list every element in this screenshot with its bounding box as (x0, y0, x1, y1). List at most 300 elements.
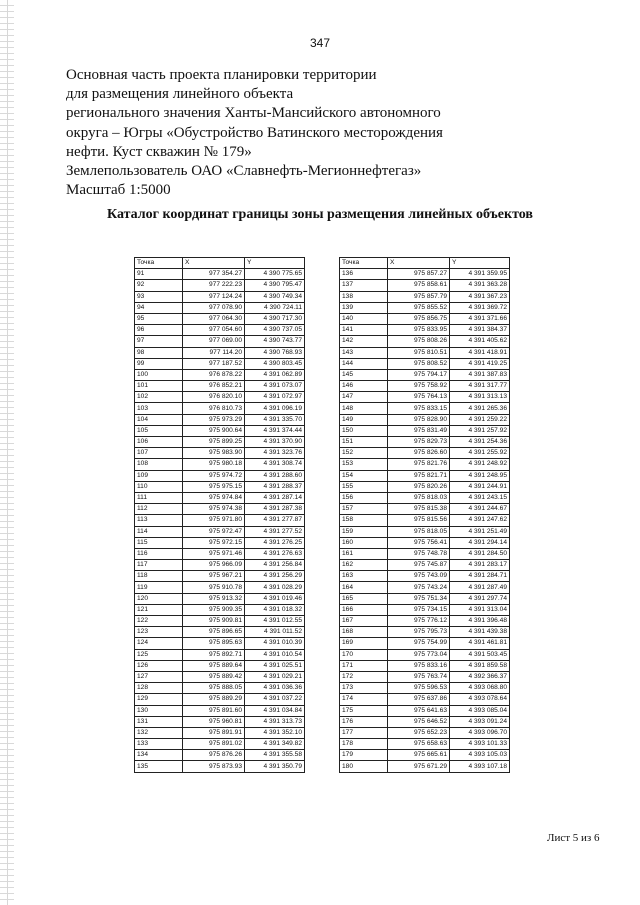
column-header-y: Y (450, 258, 510, 269)
table-row (135, 716, 305, 727)
x-cell: 975 909.35 (183, 604, 245, 615)
y-cell: 4 390 724.11 (245, 302, 305, 313)
point-cell: 136 (340, 269, 388, 280)
table-row (340, 537, 510, 548)
y-cell: 4 393 101.33 (450, 739, 510, 750)
x-cell: 975 641.63 (388, 705, 450, 716)
point-cell: 167 (340, 616, 388, 627)
y-cell: 4 393 068.80 (450, 683, 510, 694)
y-cell: 4 391 418.91 (450, 347, 510, 358)
sheet-info: Лист 5 из 6 (547, 832, 600, 844)
point-cell: 126 (135, 660, 183, 671)
table-row (340, 627, 510, 638)
point-cell: 112 (135, 504, 183, 515)
x-cell: 975 652.23 (388, 727, 450, 738)
table-row (135, 414, 305, 425)
point-cell: 171 (340, 660, 388, 671)
table-row (135, 425, 305, 436)
y-cell: 4 391 012.55 (245, 616, 305, 627)
point-cell: 139 (340, 302, 388, 313)
point-cell: 91 (135, 269, 183, 280)
x-cell: 975 810.51 (388, 347, 450, 358)
y-cell: 4 391 352.10 (245, 727, 305, 738)
table-row (135, 604, 305, 615)
x-cell: 975 637.86 (388, 694, 450, 705)
point-cell: 180 (340, 761, 388, 772)
x-cell: 975 891.02 (183, 739, 245, 750)
point-cell: 116 (135, 548, 183, 559)
table-row (340, 526, 510, 537)
y-cell: 4 391 335.70 (245, 414, 305, 425)
y-cell: 4 391 243.15 (450, 492, 510, 503)
x-cell: 975 972.47 (183, 526, 245, 537)
y-cell: 4 391 247.62 (450, 515, 510, 526)
x-cell: 975 596.53 (388, 683, 450, 694)
x-cell: 975 891.60 (183, 705, 245, 716)
y-cell: 4 393 107.18 (450, 761, 510, 772)
y-cell: 4 391 072.97 (245, 392, 305, 403)
table-row (340, 604, 510, 615)
y-cell: 4 391 062.89 (245, 369, 305, 380)
table-row (340, 616, 510, 627)
x-cell: 975 960.81 (183, 716, 245, 727)
x-cell: 975 795.73 (388, 627, 450, 638)
point-cell: 113 (135, 515, 183, 526)
y-cell: 4 390 749.34 (245, 291, 305, 302)
coordinates-table-right (339, 257, 510, 773)
x-cell: 975 857.27 (388, 269, 450, 280)
table-row (135, 638, 305, 649)
table-row (340, 414, 510, 425)
header-line: Масштаб 1:5000 (66, 182, 171, 199)
y-cell: 4 391 387.83 (450, 369, 510, 380)
y-cell: 4 393 091.24 (450, 716, 510, 727)
x-cell: 976 810.73 (183, 403, 245, 414)
x-cell: 975 794.17 (388, 369, 450, 380)
point-cell: 147 (340, 392, 388, 403)
y-cell: 4 390 775.65 (245, 269, 305, 280)
x-cell: 975 756.41 (388, 537, 450, 548)
y-cell: 4 391 019.46 (245, 593, 305, 604)
table-header-row (135, 258, 305, 269)
y-cell: 4 391 010.39 (245, 638, 305, 649)
x-cell: 975 826.60 (388, 448, 450, 459)
x-cell: 975 833.95 (388, 325, 450, 336)
y-cell: 4 391 355.58 (245, 750, 305, 761)
point-cell: 158 (340, 515, 388, 526)
y-cell: 4 391 284.71 (450, 571, 510, 582)
x-cell: 975 967.21 (183, 571, 245, 582)
y-cell: 4 390 717.30 (245, 313, 305, 324)
x-cell: 977 124.24 (183, 291, 245, 302)
point-cell: 143 (340, 347, 388, 358)
point-cell: 131 (135, 716, 183, 727)
point-cell: 146 (340, 381, 388, 392)
table-row (135, 616, 305, 627)
point-cell: 109 (135, 470, 183, 481)
y-cell: 4 391 349.82 (245, 739, 305, 750)
point-cell: 120 (135, 593, 183, 604)
x-cell: 975 896.65 (183, 627, 245, 638)
y-cell: 4 393 105.03 (450, 750, 510, 761)
x-cell: 975 833.15 (388, 403, 450, 414)
point-cell: 133 (135, 739, 183, 750)
table-row (135, 347, 305, 358)
table-row (340, 515, 510, 526)
x-cell: 975 754.99 (388, 638, 450, 649)
x-cell: 977 064.30 (183, 313, 245, 324)
point-cell: 168 (340, 627, 388, 638)
column-header-x: X (388, 258, 450, 269)
x-cell: 975 815.38 (388, 504, 450, 515)
x-cell: 975 743.09 (388, 571, 450, 582)
table-row (340, 683, 510, 694)
point-cell: 141 (340, 325, 388, 336)
y-cell: 4 393 078.64 (450, 694, 510, 705)
x-cell: 975 821.76 (388, 459, 450, 470)
point-cell: 103 (135, 403, 183, 414)
table-row (135, 582, 305, 593)
point-cell: 134 (135, 750, 183, 761)
x-cell: 975 913.32 (183, 593, 245, 604)
table-row (135, 560, 305, 571)
y-cell: 4 391 859.58 (450, 660, 510, 671)
x-cell: 976 878.22 (183, 369, 245, 380)
point-cell: 148 (340, 403, 388, 414)
y-cell: 4 391 276.25 (245, 537, 305, 548)
x-cell: 975 975.15 (183, 481, 245, 492)
table-row (340, 504, 510, 515)
point-cell: 145 (340, 369, 388, 380)
y-cell: 4 393 085.04 (450, 705, 510, 716)
page-number: 347 (309, 36, 331, 50)
header-line: округа – Югры «Обустройство Ватинского месторождения (66, 124, 443, 141)
x-cell: 975 889.29 (183, 694, 245, 705)
y-cell: 4 391 405.62 (450, 336, 510, 347)
x-cell: 975 748.78 (388, 548, 450, 559)
y-cell: 4 391 248.95 (450, 470, 510, 481)
point-cell: 151 (340, 437, 388, 448)
x-cell: 975 773.04 (388, 649, 450, 660)
x-cell: 975 758.92 (388, 381, 450, 392)
y-cell: 4 391 313.04 (450, 604, 510, 615)
table-row (340, 403, 510, 414)
table-row (340, 269, 510, 280)
y-cell: 4 391 288.37 (245, 481, 305, 492)
point-cell: 114 (135, 526, 183, 537)
y-cell: 4 391 256.84 (245, 560, 305, 571)
point-cell: 177 (340, 727, 388, 738)
table-row (135, 381, 305, 392)
point-cell: 137 (340, 280, 388, 291)
x-cell: 975 910.78 (183, 582, 245, 593)
point-cell: 94 (135, 302, 183, 313)
x-cell: 975 899.25 (183, 437, 245, 448)
point-cell: 174 (340, 694, 388, 705)
y-cell: 4 390 795.47 (245, 280, 305, 291)
y-cell: 4 391 369.72 (450, 302, 510, 313)
table-row (135, 492, 305, 503)
table-row (340, 761, 510, 772)
x-cell: 975 876.26 (183, 750, 245, 761)
point-cell: 162 (340, 560, 388, 571)
point-cell: 144 (340, 358, 388, 369)
y-cell: 4 391 257.92 (450, 425, 510, 436)
table-row (135, 739, 305, 750)
table-row (340, 358, 510, 369)
x-cell: 975 818.03 (388, 492, 450, 503)
table-row (340, 560, 510, 571)
table-row (135, 593, 305, 604)
y-cell: 4 391 371.66 (450, 313, 510, 324)
x-cell: 975 820.26 (388, 481, 450, 492)
table-row (340, 593, 510, 604)
table-row (340, 716, 510, 727)
table-row (340, 448, 510, 459)
column-header-x: X (183, 258, 245, 269)
y-cell: 4 391 036.36 (245, 683, 305, 694)
y-cell: 4 391 317.77 (450, 381, 510, 392)
table-row (340, 437, 510, 448)
table-row (340, 291, 510, 302)
y-cell: 4 390 737.05 (245, 325, 305, 336)
x-cell: 975 831.49 (388, 425, 450, 436)
y-cell: 4 391 256.29 (245, 571, 305, 582)
y-cell: 4 391 029.21 (245, 671, 305, 682)
x-cell: 977 078.90 (183, 302, 245, 313)
table-row (340, 739, 510, 750)
table-row (340, 582, 510, 593)
column-header-point: Точка (340, 258, 388, 269)
project-header (66, 66, 586, 200)
table-row (135, 403, 305, 414)
table-row (340, 325, 510, 336)
x-cell: 975 858.61 (388, 280, 450, 291)
table-row (135, 369, 305, 380)
y-cell: 4 390 743.77 (245, 336, 305, 347)
point-cell: 176 (340, 716, 388, 727)
y-cell: 4 391 313.73 (245, 716, 305, 727)
y-cell: 4 392 366.37 (450, 671, 510, 682)
y-cell: 4 391 277.87 (245, 515, 305, 526)
y-cell: 4 391 284.50 (450, 548, 510, 559)
x-cell: 975 983.90 (183, 448, 245, 459)
y-cell: 4 391 363.28 (450, 280, 510, 291)
table-row (135, 761, 305, 772)
point-cell: 125 (135, 649, 183, 660)
y-cell: 4 391 277.52 (245, 526, 305, 537)
x-cell: 975 873.93 (183, 761, 245, 772)
table-row (135, 571, 305, 582)
point-cell: 179 (340, 750, 388, 761)
x-cell: 975 833.16 (388, 660, 450, 671)
x-cell: 975 888.05 (183, 683, 245, 694)
y-cell: 4 391 283.17 (450, 560, 510, 571)
y-cell: 4 391 439.38 (450, 627, 510, 638)
table-row (135, 336, 305, 347)
y-cell: 4 391 244.67 (450, 504, 510, 515)
point-cell: 161 (340, 548, 388, 559)
table-row (340, 369, 510, 380)
header-line: регионального значения Ханты-Мансийского автономного (66, 105, 441, 122)
y-cell: 4 391 244.91 (450, 481, 510, 492)
table-row (340, 381, 510, 392)
y-cell: 4 391 073.07 (245, 381, 305, 392)
table-row (135, 627, 305, 638)
point-cell: 123 (135, 627, 183, 638)
table-row (135, 683, 305, 694)
y-cell: 4 391 396.48 (450, 616, 510, 627)
x-cell: 975 889.42 (183, 671, 245, 682)
point-cell: 110 (135, 481, 183, 492)
y-cell: 4 393 096.70 (450, 727, 510, 738)
table-row (135, 470, 305, 481)
table-row (340, 727, 510, 738)
table-row (135, 481, 305, 492)
table-row (135, 392, 305, 403)
point-cell: 124 (135, 638, 183, 649)
point-cell: 128 (135, 683, 183, 694)
point-cell: 157 (340, 504, 388, 515)
x-cell: 977 222.23 (183, 280, 245, 291)
point-cell: 95 (135, 313, 183, 324)
table-row (135, 515, 305, 526)
x-cell: 975 980.18 (183, 459, 245, 470)
y-cell: 4 391 287.14 (245, 492, 305, 503)
table-row (340, 750, 510, 761)
x-cell: 975 973.29 (183, 414, 245, 425)
y-cell: 4 390 768.93 (245, 347, 305, 358)
y-cell: 4 391 367.23 (450, 291, 510, 302)
y-cell: 4 390 803.45 (245, 358, 305, 369)
table-row (340, 459, 510, 470)
point-cell: 160 (340, 537, 388, 548)
x-cell: 977 187.52 (183, 358, 245, 369)
y-cell: 4 391 297.74 (450, 593, 510, 604)
x-cell: 975 900.64 (183, 425, 245, 436)
point-cell: 98 (135, 347, 183, 358)
point-cell: 135 (135, 761, 183, 772)
point-cell: 106 (135, 437, 183, 448)
x-cell: 975 857.79 (388, 291, 450, 302)
table-row (340, 705, 510, 716)
point-cell: 119 (135, 582, 183, 593)
point-cell: 104 (135, 414, 183, 425)
x-cell: 975 972.15 (183, 537, 245, 548)
table-row (340, 425, 510, 436)
y-cell: 4 391 259.22 (450, 414, 510, 425)
table-row (135, 280, 305, 291)
y-cell: 4 391 294.14 (450, 537, 510, 548)
table-row (340, 313, 510, 324)
point-cell: 175 (340, 705, 388, 716)
table-row (135, 459, 305, 470)
x-cell: 975 909.81 (183, 616, 245, 627)
point-cell: 154 (340, 470, 388, 481)
x-cell: 977 114.20 (183, 347, 245, 358)
y-cell: 4 391 419.25 (450, 358, 510, 369)
table-row (340, 649, 510, 660)
x-cell: 975 856.75 (388, 313, 450, 324)
x-cell: 975 891.91 (183, 727, 245, 738)
table-header-row (340, 258, 510, 269)
x-cell: 975 734.15 (388, 604, 450, 615)
y-cell: 4 391 276.63 (245, 548, 305, 559)
table-row (340, 548, 510, 559)
x-cell: 975 828.90 (388, 414, 450, 425)
x-cell: 975 745.87 (388, 560, 450, 571)
column-header-point: Точка (135, 258, 183, 269)
y-cell: 4 391 025.51 (245, 660, 305, 671)
table-row (135, 750, 305, 761)
point-cell: 117 (135, 560, 183, 571)
table-row (340, 492, 510, 503)
x-cell: 975 829.73 (388, 437, 450, 448)
y-cell: 4 391 370.90 (245, 437, 305, 448)
x-cell: 976 852.21 (183, 381, 245, 392)
point-cell: 172 (340, 671, 388, 682)
table-row (340, 392, 510, 403)
x-cell: 975 743.24 (388, 582, 450, 593)
point-cell: 102 (135, 392, 183, 403)
point-cell: 93 (135, 291, 183, 302)
x-cell: 975 646.52 (388, 716, 450, 727)
y-cell: 4 391 287.38 (245, 504, 305, 515)
point-cell: 155 (340, 481, 388, 492)
point-cell: 118 (135, 571, 183, 582)
point-cell: 130 (135, 705, 183, 716)
header-line: Основная часть проекта планировки территории (66, 67, 377, 83)
table-row (135, 313, 305, 324)
x-cell: 977 054.60 (183, 325, 245, 336)
point-cell: 173 (340, 683, 388, 694)
table-row (135, 291, 305, 302)
y-cell: 4 391 254.36 (450, 437, 510, 448)
y-cell: 4 391 096.19 (245, 403, 305, 414)
y-cell: 4 391 011.52 (245, 627, 305, 638)
table-row (135, 694, 305, 705)
table-row (135, 526, 305, 537)
point-cell: 121 (135, 604, 183, 615)
point-cell: 150 (340, 425, 388, 436)
point-cell: 111 (135, 492, 183, 503)
x-cell: 975 751.34 (388, 593, 450, 604)
x-cell: 975 808.26 (388, 336, 450, 347)
table-row (135, 649, 305, 660)
table-row (135, 358, 305, 369)
point-cell: 115 (135, 537, 183, 548)
table-row (340, 280, 510, 291)
x-cell: 975 815.56 (388, 515, 450, 526)
point-cell: 97 (135, 336, 183, 347)
x-cell: 975 671.29 (388, 761, 450, 772)
point-cell: 108 (135, 459, 183, 470)
catalog-title: Каталог координат границы зоны размещения линейных объектов (107, 207, 533, 222)
x-cell: 975 974.38 (183, 504, 245, 515)
point-cell: 169 (340, 638, 388, 649)
header-line: для размещения линейного объекта (66, 86, 294, 103)
table-row (340, 347, 510, 358)
y-cell: 4 391 384.37 (450, 325, 510, 336)
y-cell: 4 391 265.36 (450, 403, 510, 414)
x-cell: 975 818.05 (388, 526, 450, 537)
x-cell: 975 808.52 (388, 358, 450, 369)
table-row (135, 448, 305, 459)
x-cell: 975 974.84 (183, 492, 245, 503)
x-cell: 975 892.71 (183, 649, 245, 660)
point-cell: 178 (340, 739, 388, 750)
table-row (340, 571, 510, 582)
